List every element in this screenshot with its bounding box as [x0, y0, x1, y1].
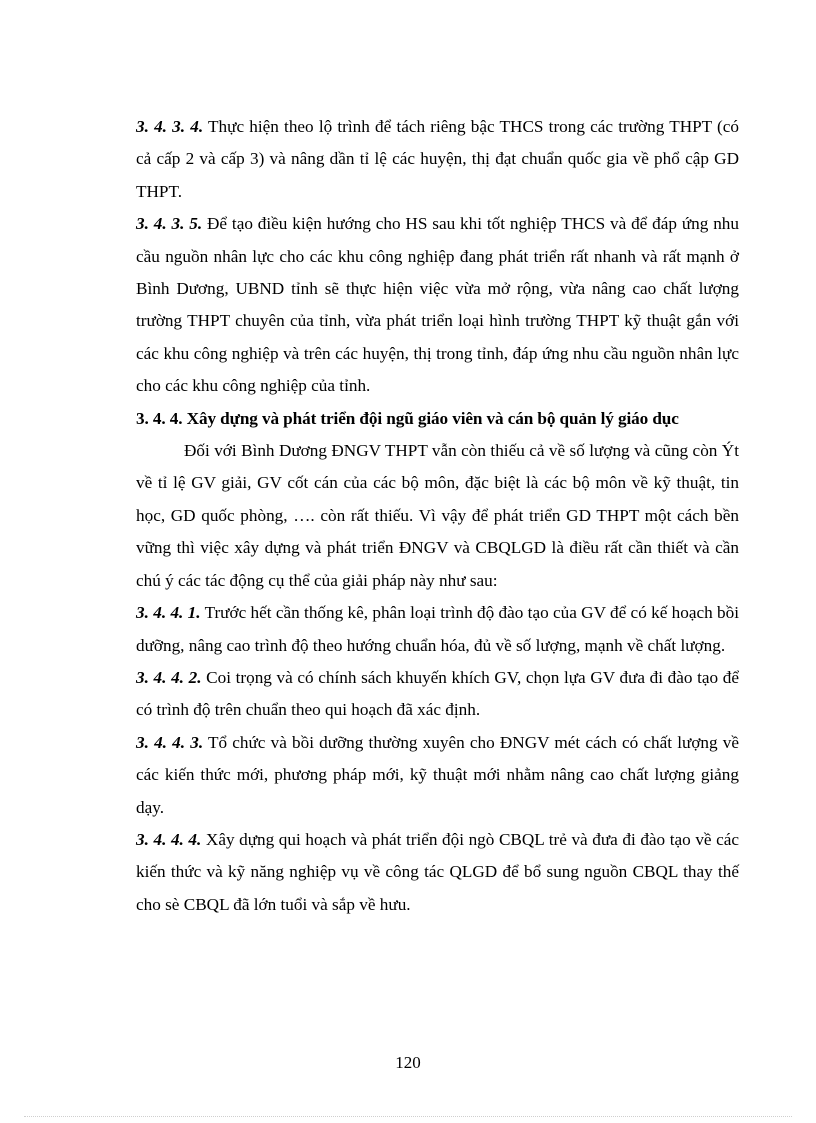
- page-bottom-divider: [24, 1116, 792, 1117]
- section-number: 3. 4. 4. 1.: [136, 603, 201, 623]
- section-number: 3. 4. 4. 3.: [136, 732, 204, 752]
- paragraph-3-4-4-3: [136, 727, 739, 824]
- page-body: [136, 111, 739, 921]
- paragraph-text: Xây dựng qui hoạch và phát triển đội ngò CBQL trẻ và đưa đi đào tạo về các kiến thức và kỹ năng nghiệp vụ về công tác QLGD để bổ sung nguồn CBQL thay thế cho sè CBQL đã lớn tuổi và sắp về hưu.: [136, 829, 740, 914]
- body-paragraph: Đối với Bình Dương ĐNGV THPT vẫn còn thiếu cả về số lượng và cũng còn Ýt về tỉ lệ GV giải, GV cốt cán của các bộ môn, đặc biệt là các bộ môn về kỹ thuật, tin học, GD quốc phòng, …. còn rất thiếu. Vì vậy để phát triển GD THPT một cách bền vững thì việc xây dựng và phát triển ĐNGV và CBQLGD là điều rất cần thiết và cần chú ý các tác động cụ thể của giải pháp này như sau:: [136, 441, 739, 590]
- paragraph-text: Để tạo điều kiện hướng cho HS sau khi tốt nghiệp THCS và để đáp ứng nhu cầu nguồn nhân lực cho các khu công nghiệp đang phát triển rất nhanh và rất mạnh ở Bình Dương, UBND tỉnh sẽ thực hiện việc vừa mở rộng, vừa nâng cao chất lượng trường THPT chuyên của tỉnh, vừa phát triển loại hình trường THPT kỹ thuật gắn với các khu công nghiệp và trên các huyện, thị trong tỉnh, đáp ứng nhu cầu nguồn nhân lực cho các khu công nghiệp của tỉnh.: [136, 214, 739, 396]
- section-number: 3. 4. 3. 4.: [136, 117, 204, 136]
- section-heading-3-4-4: 3. 4. 4. Xây dựng và phát triển đội ngũ giáo viên và cán bộ quản lý giáo dục: [136, 408, 679, 428]
- section-number: 3. 4. 4. 2.: [136, 667, 202, 687]
- paragraph-3-4-4-1: [136, 597, 739, 662]
- paragraph-text: Coi trọng và có chính sách khuyến khích GV, chọn lựa GV đưa đi đào tạo để có trình độ trên chuẩn theo qui hoạch đã xác định.: [136, 667, 739, 720]
- paragraph-3-4-3-4: [136, 111, 739, 208]
- section-number: 3. 4. 3. 5.: [136, 214, 203, 234]
- paragraph-text: Trước hết cần thống kê, phân loại trình độ đào tạo của GV để có kế hoạch bồi dưỡng, nâng cao trình độ theo hướng chuẩn hóa, đủ về số lượng, mạnh về chất lượng.: [136, 603, 739, 655]
- paragraph-text: Tổ chức và bồi dưỡng thường xuyên cho ĐNGV mét cách có chất lượng về các kiến thức mới, phương pháp mới, kỹ thuật mới nhằm nâng cao chất lượng giảng dạy.: [136, 732, 740, 817]
- paragraph-3-4-3-5: [136, 208, 739, 402]
- page-number: 120: [395, 1053, 421, 1072]
- section-number: 3. 4. 4. 4.: [136, 829, 202, 849]
- paragraph-text: Thực hiện theo lộ trình để tách riêng bậc THCS trong các trường THPT (có cả cấp 2 và cấp 3) và nâng dần tỉ lệ các huyện, thị đạt chuẩn quốc gia về phổ cập GD THPT.: [136, 117, 739, 201]
- paragraph-3-4-4-4: [136, 824, 739, 921]
- paragraph-3-4-4-2: [136, 662, 739, 727]
